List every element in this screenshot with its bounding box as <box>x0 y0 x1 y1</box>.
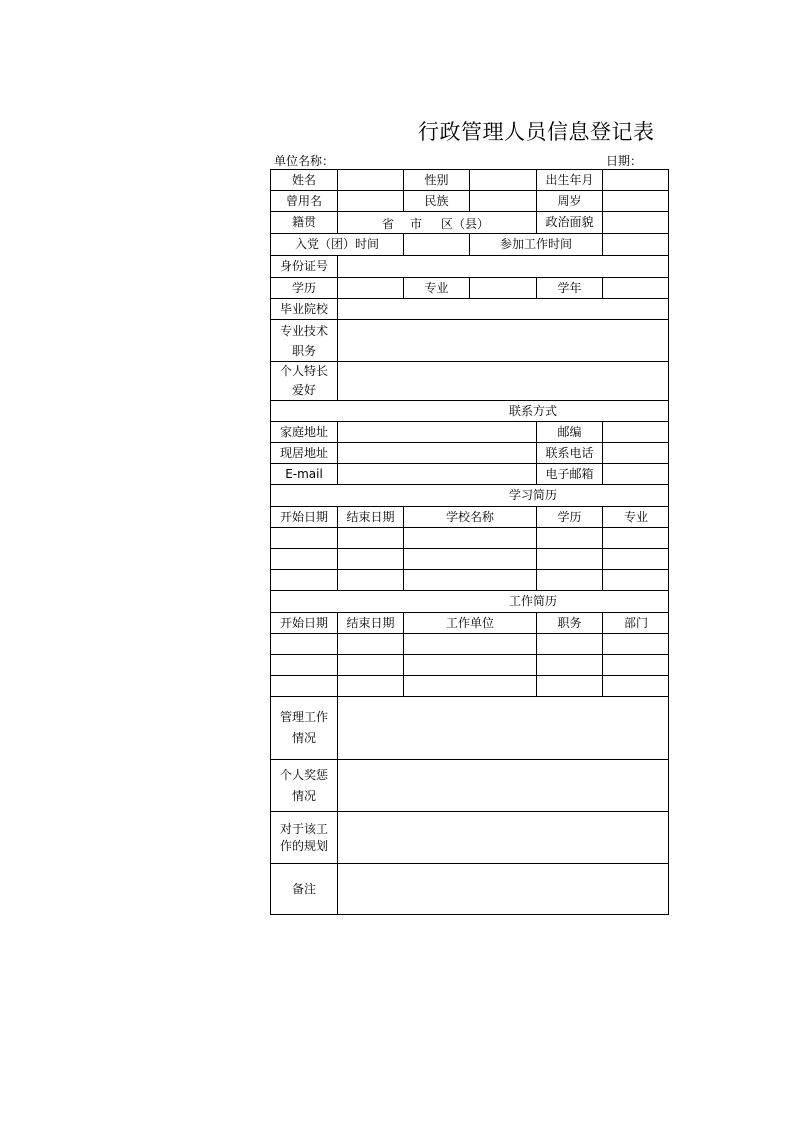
current-address-field[interactable] <box>337 442 536 463</box>
study-cell[interactable] <box>602 527 669 548</box>
ethnicity-label: 民族 <box>403 190 469 211</box>
awards-label: 个人奖惩情况 <box>270 759 337 811</box>
former-name-label: 曾用名 <box>270 190 337 211</box>
work-col-department: 部门 <box>602 612 669 633</box>
home-address-label: 家庭地址 <box>270 421 337 442</box>
hobbies-label: 个人特长爱好 <box>270 361 337 400</box>
study-col-school: 学校名称 <box>403 506 536 527</box>
name-label: 姓名 <box>270 169 337 190</box>
study-cell[interactable] <box>270 569 337 590</box>
remarks-field[interactable] <box>337 863 669 915</box>
district-label: 区（县） <box>441 217 490 231</box>
work-col-position: 职务 <box>536 612 602 633</box>
ethnicity-field[interactable] <box>469 190 536 211</box>
name-field[interactable] <box>337 169 403 190</box>
home-address-field[interactable] <box>337 421 536 442</box>
work-cell[interactable] <box>602 654 669 675</box>
work-start-field[interactable] <box>602 233 669 255</box>
tech-title-label: 专业技术职务 <box>270 319 337 361</box>
work-cell[interactable] <box>536 675 602 696</box>
birth-label: 出生年月 <box>536 169 602 190</box>
study-col-major: 专业 <box>602 506 669 527</box>
plan-label: 对于该工作的规划 <box>270 811 337 863</box>
study-col-education: 学历 <box>536 506 602 527</box>
work-cell[interactable] <box>403 675 536 696</box>
work-section-title: 工作简历 <box>270 590 669 612</box>
hobbies-field[interactable] <box>337 361 669 400</box>
study-cell[interactable] <box>536 527 602 548</box>
gender-label: 性别 <box>403 169 469 190</box>
postcode-field[interactable] <box>602 421 669 442</box>
work-cell[interactable] <box>403 633 536 654</box>
city-label: 市 <box>410 217 423 231</box>
graduate-school-field[interactable] <box>337 298 669 319</box>
phone-field[interactable] <box>602 442 669 463</box>
study-cell[interactable] <box>403 527 536 548</box>
email-label: E-mail <box>270 463 337 484</box>
unit-name-label: 单位名称： <box>274 154 335 168</box>
plan-field[interactable] <box>337 811 669 863</box>
contact-section-title: 联系方式 <box>270 400 669 421</box>
study-cell[interactable] <box>403 548 536 569</box>
work-cell[interactable] <box>337 654 403 675</box>
id-number-label: 身份证号 <box>270 255 337 277</box>
work-cell[interactable] <box>337 675 403 696</box>
gender-field[interactable] <box>469 169 536 190</box>
work-col-employer: 工作单位 <box>403 612 536 633</box>
work-cell[interactable] <box>602 675 669 696</box>
work-col-end: 结束日期 <box>337 612 403 633</box>
tech-title-field[interactable] <box>337 319 669 361</box>
birth-field[interactable] <box>602 169 669 190</box>
native-place-field[interactable] <box>337 211 536 233</box>
study-cell[interactable] <box>403 569 536 590</box>
age-field[interactable] <box>602 190 669 211</box>
work-cell[interactable] <box>536 654 602 675</box>
study-cell[interactable] <box>536 569 602 590</box>
current-address-label: 现居地址 <box>270 442 337 463</box>
study-col-end: 结束日期 <box>337 506 403 527</box>
degree-label: 学年 <box>536 277 602 298</box>
native-place-label: 籍贯 <box>270 211 337 233</box>
study-cell[interactable] <box>270 548 337 569</box>
study-cell[interactable] <box>337 569 403 590</box>
date-label: 日期： <box>606 154 643 168</box>
work-cell[interactable] <box>403 654 536 675</box>
major-field[interactable] <box>469 277 536 298</box>
party-date-field[interactable] <box>403 233 469 255</box>
province-label: 省 <box>382 217 395 231</box>
study-col-start: 开始日期 <box>270 506 337 527</box>
study-cell[interactable] <box>602 569 669 590</box>
political-field[interactable] <box>602 211 669 233</box>
study-cell[interactable] <box>270 527 337 548</box>
page-title: 行政管理人员信息登记表 <box>418 120 655 144</box>
education-field[interactable] <box>337 277 403 298</box>
degree-field[interactable] <box>602 277 669 298</box>
email-box-label: 电子邮箱 <box>536 463 602 484</box>
party-date-label: 入党（团）时间 <box>270 233 403 255</box>
graduate-school-label: 毕业院校 <box>270 298 337 319</box>
work-cell[interactable] <box>536 633 602 654</box>
study-cell[interactable] <box>337 527 403 548</box>
education-label: 学历 <box>270 277 337 298</box>
work-start-label: 参加工作时间 <box>469 233 602 255</box>
management-label: 管理工作情况 <box>270 696 337 759</box>
major-label: 专业 <box>403 277 469 298</box>
work-cell[interactable] <box>602 633 669 654</box>
remarks-label: 备注 <box>270 863 337 915</box>
email-box-field[interactable] <box>602 463 669 484</box>
phone-label: 联系电话 <box>536 442 602 463</box>
study-cell[interactable] <box>337 548 403 569</box>
work-cell[interactable] <box>270 654 337 675</box>
work-cell[interactable] <box>270 675 337 696</box>
study-cell[interactable] <box>602 548 669 569</box>
id-number-field[interactable] <box>337 255 669 277</box>
work-col-start: 开始日期 <box>270 612 337 633</box>
work-cell[interactable] <box>337 633 403 654</box>
management-field[interactable] <box>337 696 669 759</box>
study-section-title: 学习简历 <box>270 484 669 506</box>
email-field[interactable] <box>337 463 536 484</box>
age-label: 周岁 <box>536 190 602 211</box>
awards-field[interactable] <box>337 759 669 811</box>
political-label: 政治面貌 <box>536 211 602 233</box>
work-cell[interactable] <box>270 633 337 654</box>
postcode-label: 邮编 <box>536 421 602 442</box>
study-cell[interactable] <box>536 548 602 569</box>
former-name-field[interactable] <box>337 190 403 211</box>
